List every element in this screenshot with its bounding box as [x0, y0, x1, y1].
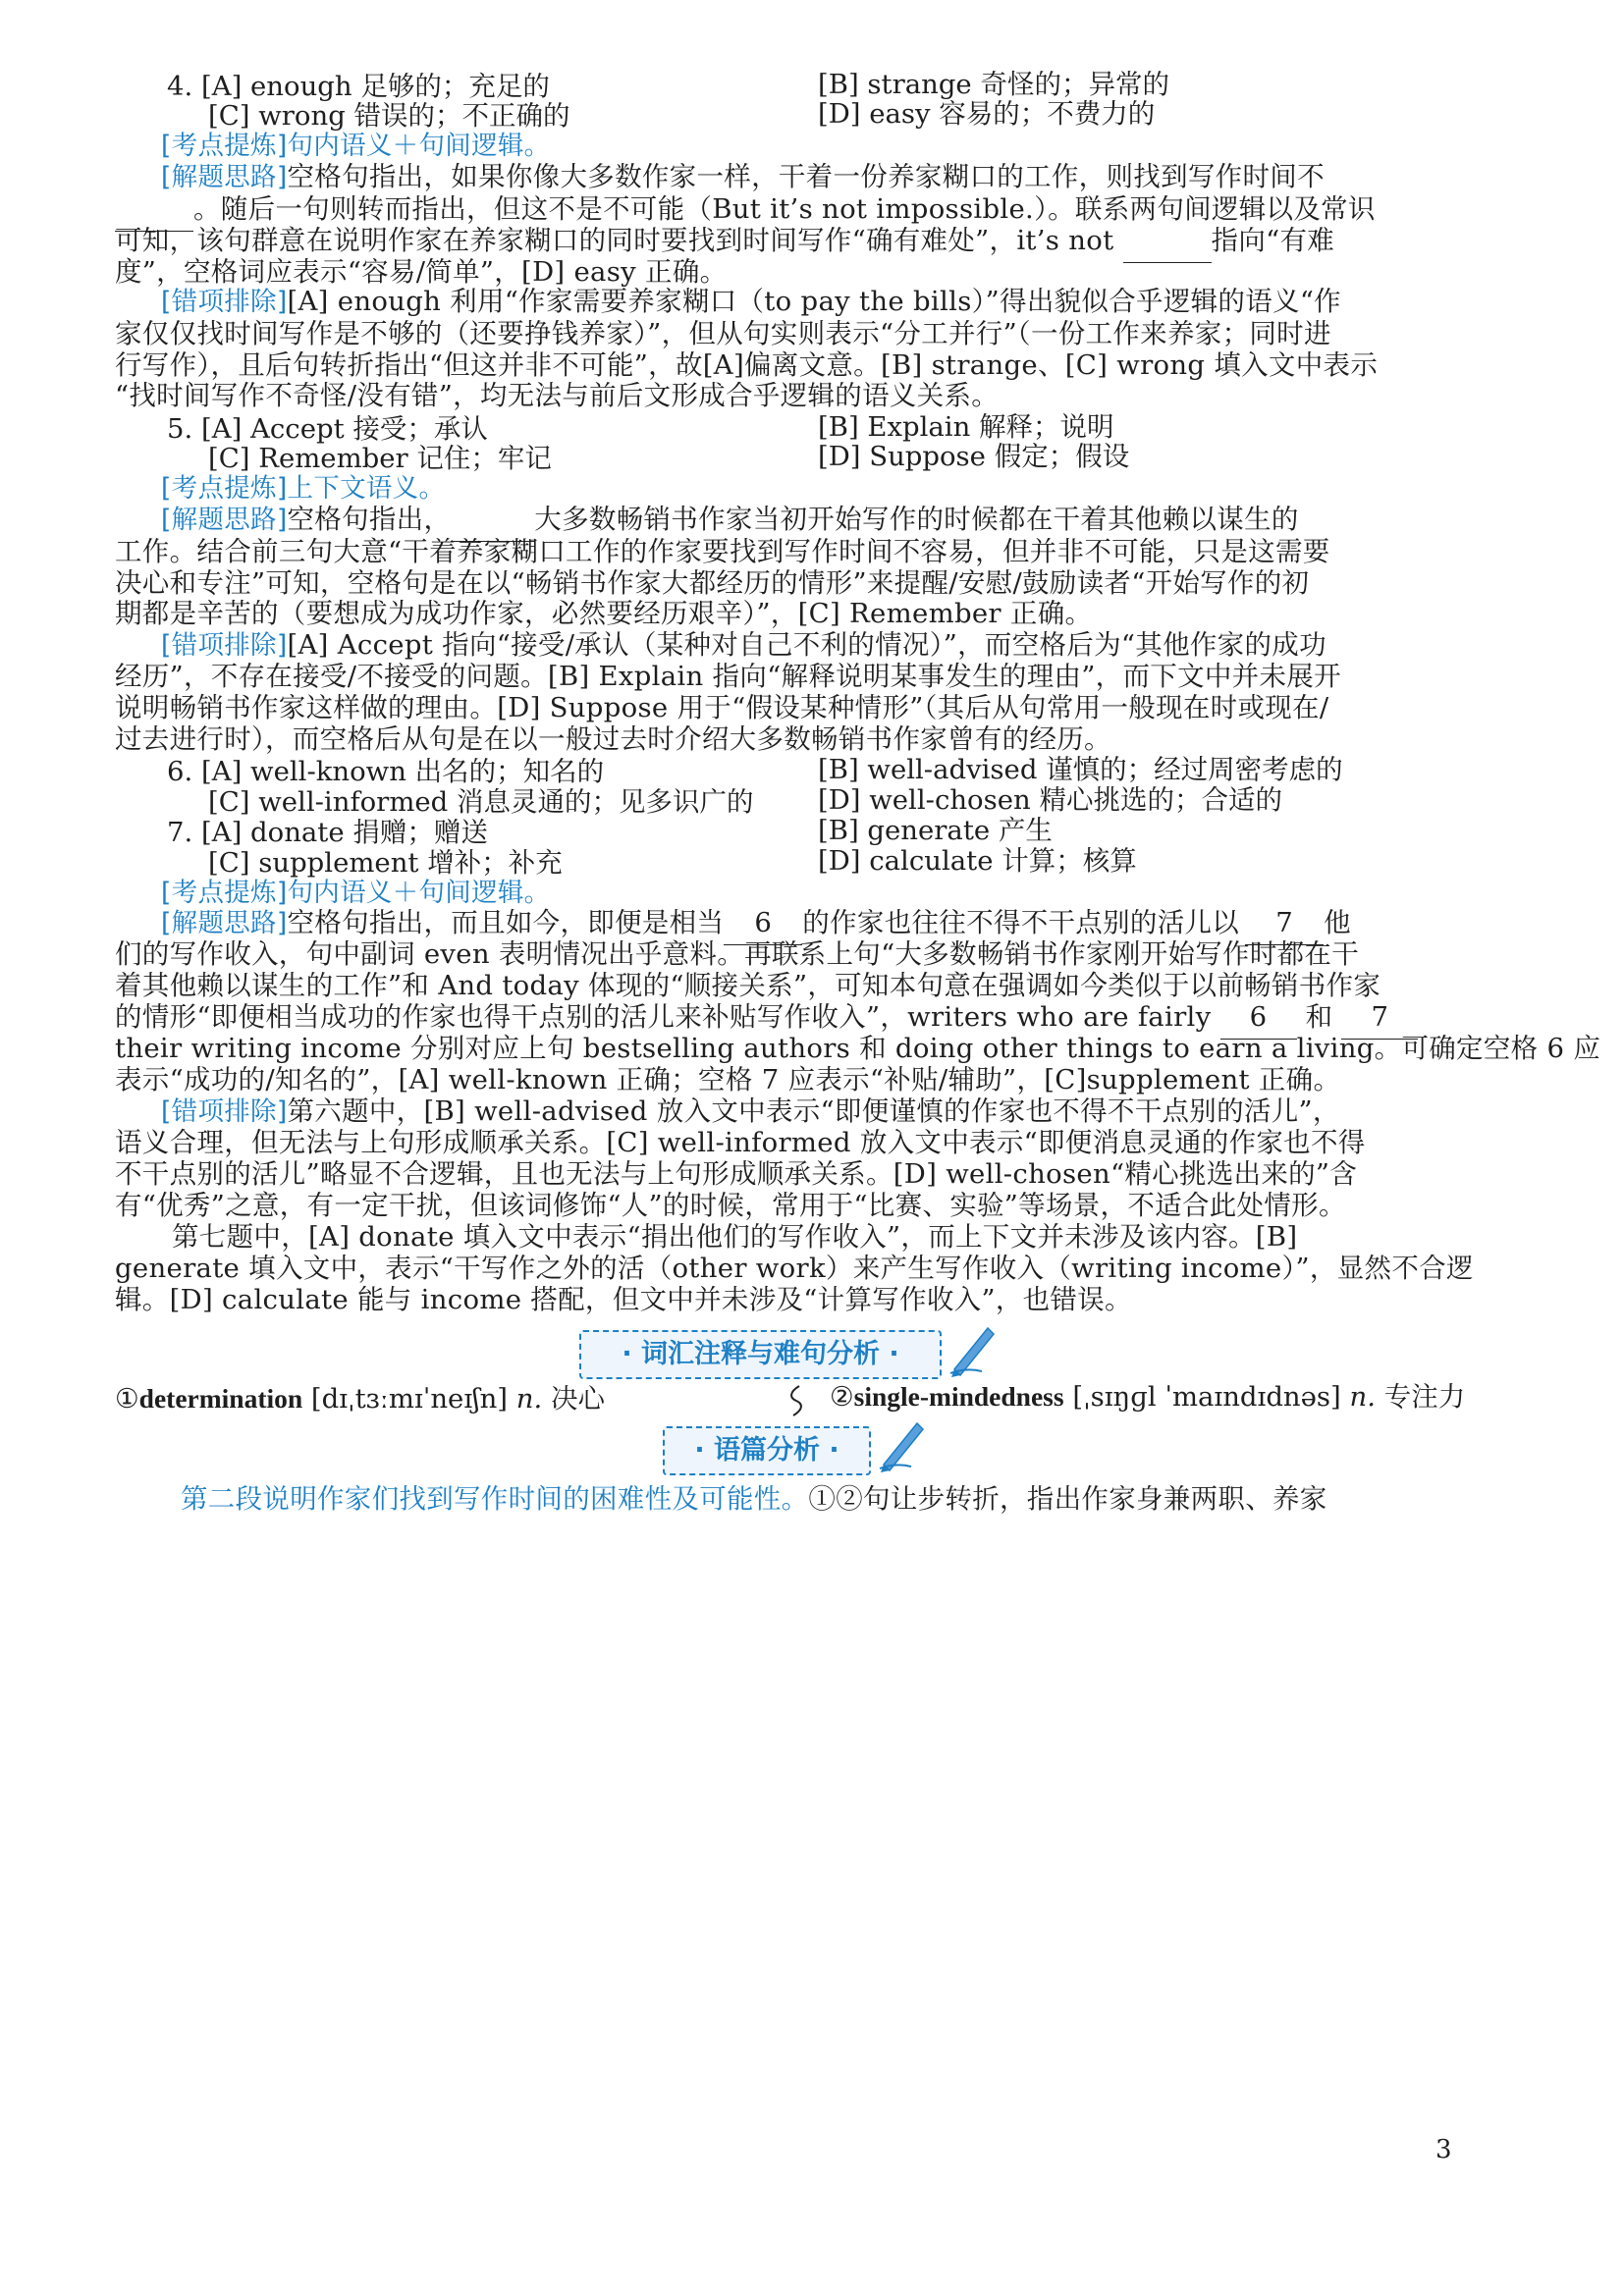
q7-elim-line-3: 不干点别的活儿”略显不合逻辑，且也无法与上句形成顺承关系。[D] well-chosen“精心挑选出来的”含: [115, 1158, 1358, 1190]
q4-elim-text-1: [A] enough 利用“作家需要养家糊口（to pay the bills）”得出貌似合乎逻辑的语义“作: [287, 286, 1341, 317]
q5-elim-line-4: 过去进行时），而空格后从句是在以一般过去时介绍大多数畅销书作家曾有的经历。: [115, 723, 1111, 755]
blank-7: 7: [1341, 995, 1418, 1040]
q5-idea-tag: [解题思路]: [161, 505, 288, 535]
q4-idea-text-2: 。随后一句则转而指出，但这不是不可能（But it’s not impossible.）。联系两句间逻辑以及常识: [193, 193, 1376, 225]
q7-elim-text-1: 第六题中，[B] well-advised 放入文中表示“即便谨慎的作家也不得不干点别的活儿”，: [287, 1095, 1340, 1127]
q5-idea-line-4: 期都是辛苦的（要想成为成功作家，必然要经历艰辛）”，[C] Remember 正确。: [115, 598, 1093, 629]
q7-idea-text-4a: 的情形“即便相当成功的作家也得干点别的活儿来补贴写作收入”，writers who are fairly: [115, 1001, 1212, 1033]
q7-option-a: 7. [A] donate 捐赠；赠送: [167, 817, 488, 848]
vocab-item-1-pos: n.: [515, 1383, 543, 1415]
q4-idea-tag: [解题思路]: [161, 162, 288, 192]
q6-option-b: [B] well-advised 谨慎的；经过周密考虑的: [818, 754, 1343, 785]
q7-option-c: [C] supplement 增补；补充: [208, 847, 563, 879]
q7-idea-line-5: their writing income 分别对应上句 bestselling authors 和 doing other things to earn a living。可确定空格 6 应: [115, 1033, 1601, 1064]
q4-option-c: [C] wrong 错误的；不正确的: [208, 100, 570, 132]
pen-icon: [872, 1415, 931, 1474]
q6-option-a: 6. [A] well-known 出名的；知名的: [167, 756, 605, 787]
q5-option-a: 5. [A] Accept 接受；承认: [167, 413, 488, 445]
q5-idea-text-1b: 大多数畅销书作家当初开始写作的时候都在干着其他赖以谋生的: [534, 504, 1299, 535]
q4-point-text: 句内语义＋句间逻辑。: [287, 131, 551, 161]
q5-elim-text-1: [A] Accept 指向“接受/承认（某种对自己不利的情况）”，而空格后为“其他作家的成功: [287, 629, 1326, 661]
q4-idea-text-3a: 可知，该句群意在说明作家在养家糊口的同时要找到时间写作“确有难处”，it’s not: [115, 225, 1114, 256]
vocab-item-1-word: determination: [138, 1383, 303, 1414]
blank-7: 7: [1245, 901, 1324, 945]
q4-elim-line-4: “找时间写作不奇怪/没有错”，均无法与前后文形成合乎逻辑的语义关系。: [115, 380, 1000, 411]
analysis-line: [181, 1477, 1536, 1521]
q4-idea-text-1: 空格句指出，如果你像大多数作家一样，干着一份养家糊口的工作，则找到写作时间不: [287, 161, 1325, 192]
q4-option-a: 4. [A] enough 足够的；充足的: [167, 71, 550, 102]
q4-option-b: [B] strange 奇怪的；异常的: [818, 69, 1169, 100]
vocab-item-2-word: single-mindedness: [853, 1381, 1064, 1412]
q5-point-tag: [考点提炼]: [161, 473, 288, 504]
q4-idea-text-3b: 指向“有难: [1211, 225, 1335, 256]
q5-idea-text-1a: 空格句指出，: [287, 504, 452, 535]
vocab-item-2-meaning: 专注力: [1383, 1381, 1466, 1413]
q7-idea-text-1c: 他: [1324, 907, 1351, 938]
analysis-text: ①②句让步转折，指出作家身兼两职、养家: [808, 1483, 1327, 1515]
q4-elim-tag: [错项排除]: [161, 287, 288, 317]
vocab-item-1-ipa: [dɪˌtɜːmɪˈneɪʃn]: [310, 1383, 509, 1415]
vocab-item-2-num: ②: [830, 1381, 854, 1413]
q7-elim-tag: [错项排除]: [161, 1096, 288, 1127]
blank-6: 6: [724, 901, 802, 945]
separator-icon: [785, 1384, 807, 1417]
q5-option-d: [D] Suppose 假定；假设: [818, 441, 1130, 472]
q7-option-d: [D] calculate 计算；核算: [818, 845, 1137, 877]
pen-icon: [943, 1320, 1001, 1379]
q7-idea-line-6: 表示“成功的/知名的”，[A] well-known 正确；空格 7 应表示“补贴/辅助”，[C]supplement 正确。: [115, 1064, 1341, 1095]
q5-idea-line-2: 工作。结合前三句大意“干着养家糊口工作的作家要找到写作时间不容易，但并非不可能，只是这需要: [115, 536, 1330, 567]
q5-elim-line-3: 说明畅销书作家这样做的理由。[D] Suppose 用于“假设某种情形”（其后从句常用一般现在时或现在/: [115, 692, 1329, 723]
q5-elim-line-2: 经历”，不存在接受/不接受的问题。[B] Explain 指向“解释说明某事发生的理由”，而下文中并未展开: [115, 661, 1341, 692]
q7-idea-tag: [解题思路]: [161, 908, 288, 938]
q4-option-d: [D] easy 容易的；不费力的: [818, 98, 1156, 130]
q7-idea-text-1a: 空格句指出，而且如今，即便是相当: [287, 907, 725, 938]
vocab-item-2-ipa: [ˌsɪŋɡl ˈmaɪndɪdnəs]: [1072, 1381, 1341, 1413]
vocab-item-1: [115, 1377, 605, 1420]
q7-elim-line-4: 有“优秀”之意，有一定干扰，但该词修饰“人”的时候，常用于“比赛、实验”等场景，不适合此处情形。: [115, 1190, 1346, 1221]
q4-idea-line-4: 度”，空格词应表示“容易/简单”，[D] easy 正确。: [115, 256, 728, 288]
vocab-item-2: [830, 1375, 1465, 1418]
q7-option-b: [B] generate 产生: [818, 815, 1053, 846]
q6-option-c: [C] well-informed 消息灵通的；见多识广的: [208, 786, 754, 818]
q5-point-text: 上下文语义。: [287, 473, 446, 504]
q7-elim-line-2: 语义合理，但无法与上句形成顺承关系。[C] well-informed 放入文中表示“即便消息灵通的作家也不得: [115, 1127, 1366, 1158]
q4-elim-line-3: 行写作），且后句转折指出“但这并非不可能”，故[A]偏离文意。[B] strange、[C] wrong 填入文中表示: [115, 349, 1379, 381]
blank-6: 6: [1220, 995, 1297, 1040]
q7-idea-line-3: 着其他赖以谋生的工作”和 And today 体现的“顺接关系”，可知本句意在强调如今类似于以前畅销书作家: [115, 970, 1381, 1001]
q7-elim-line-5: 第七题中，[A] donate 填入文中表示“捐出他们的写作收入”，而上下文并未涉及该内容。[B]: [172, 1221, 1298, 1253]
q4-elim-line-2: 家仅仅找时间写作是不够的（还要挣钱养家）”，但从句实则表示“分工并行”（一份工作来养家；同时进: [115, 318, 1331, 349]
analysis-heading: · 语篇分析 ·: [663, 1426, 871, 1475]
analysis-lead: 第二段说明作家们找到写作时间的困难性及可能性。: [181, 1483, 809, 1515]
vocab-item-2-pos: n.: [1349, 1381, 1376, 1413]
q5-idea-line-3: 决心和专注”可知，空格句是在以“畅销书作家大都经历的情形”来提醒/安慰/鼓励读者“开始写作的初: [115, 567, 1310, 599]
q7-point-tag: [考点提炼]: [161, 878, 288, 908]
q7-idea-text-4b: 和: [1305, 1001, 1333, 1033]
vocab-item-1-num: ①: [115, 1383, 139, 1415]
vocab-heading: · 词汇注释与难句分析 ·: [579, 1330, 942, 1379]
vocab-item-1-meaning: 决心: [551, 1383, 605, 1415]
q7-idea-line-2: 们的写作收入，句中副词 even 表明情况出乎意料。再联系上句“大多数畅销书作家刚开始写作时都在干: [115, 938, 1360, 970]
q7-elim-line-6: generate 填入文中，表示“干写作之外的活（other work）来产生写作收入（writing income）”，显然不合逻: [115, 1253, 1474, 1284]
q5-elim-tag: [错项排除]: [161, 630, 288, 661]
q7-idea-text-1b: 的作家也往往不得不干点别的活儿以: [802, 907, 1240, 938]
q7-elim-line-7: 辑。[D] calculate 能与 income 搭配，但文中并未涉及“计算写作收入”，也错误。: [115, 1284, 1132, 1315]
q7-point-text: 句内语义＋句间逻辑。: [287, 878, 551, 908]
q5-option-b: [B] Explain 解释；说明: [818, 411, 1114, 443]
q6-option-d: [D] well-chosen 精心挑选的；合适的: [818, 784, 1282, 816]
q5-option-c: [C] Remember 记住；牢记: [208, 443, 552, 474]
q4-point-tag: [考点提炼]: [161, 131, 288, 161]
page-number: 3: [1435, 2135, 1452, 2164]
